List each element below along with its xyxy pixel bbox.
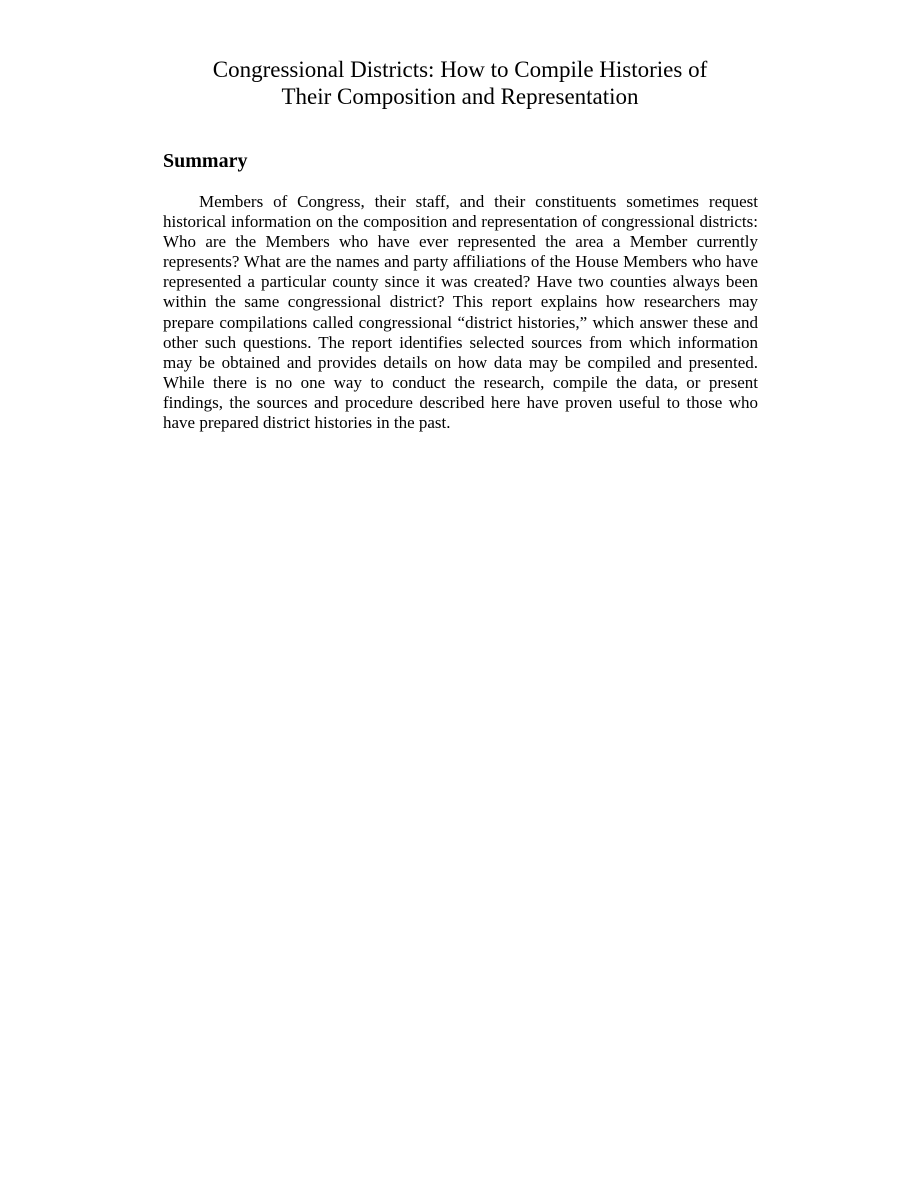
page-title-line-1: Congressional Districts: How to Compile Histories of bbox=[212, 57, 708, 82]
page-title bbox=[0, 56, 920, 110]
page-title-line-2: Their Composition and Representation bbox=[281, 84, 639, 109]
summary-paragraph: Members of Congress, their staff, and their constituents sometimes request historical information on the composition and representation of congressional districts: Who are the Members who have ever represented the area a Member currently represents? What are the names and party affiliations of the House Members who have represented a particular county since it was created? Have two counties always been within the same congressional district? This report explains how researchers may prepare compilations called congressional “district histories,” which answer these and other such questions. The report identifies selected sources from which information may be obtained and provides details on how data may be compiled and presented. While there is no one way to conduct the research, compile the data, or present findings, the sources and procedure described here have proven useful to those who have prepared district histories in the past. bbox=[163, 192, 758, 433]
summary-heading: Summary bbox=[163, 150, 248, 172]
